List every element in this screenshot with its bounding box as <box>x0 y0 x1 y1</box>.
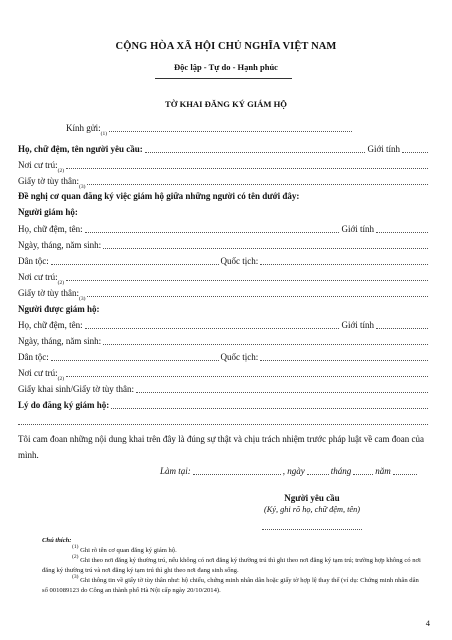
note-2-text: Ghi theo nơi đăng ký thường trú, nếu không có nơi đăng ký thường trú thì ghi theo nơi đăng ký tạm trú; trường hợp không có nơi đăng ký thường trú và nơi đăng ký tạm trú thì ghi theo nơi đang sinh sống. <box>42 557 421 574</box>
note-3-text: Ghi thông tin về giấy tờ tùy thân như: hộ chiếu, chứng minh nhân dân hoặc giấy tờ hợp lệ thay thế (ví dụ: Chứng minh nhân dân số 001089123 do Công an thành phố Hà Nội cấp ngày 20/10/2014). <box>42 577 419 594</box>
guardian-nationality-label: Quốc tịch: <box>220 256 259 266</box>
national-title: CỘNG HÒA XÃ HỘI CHỦ NGHĨA VIỆT NAM <box>115 41 337 52</box>
ward-dob-label: Ngày, tháng, năm sinh: <box>18 336 102 346</box>
ward-residence-field[interactable] <box>66 368 428 377</box>
residence-label: Nơi cư trú: <box>18 160 58 170</box>
requester-id-field[interactable] <box>87 176 428 185</box>
ward-heading-text: Người được giám hộ: <box>18 304 100 314</box>
ward-name-row <box>18 320 430 331</box>
month-label: tháng <box>330 466 352 476</box>
guardian-name-label: Họ, chữ đệm, tên: <box>18 224 83 234</box>
ward-nationality-field[interactable] <box>260 352 428 361</box>
day-label: , ngày <box>282 466 305 476</box>
guardian-id-label: Giấy tờ tùy thân: <box>18 288 80 298</box>
requester-name-field[interactable] <box>145 144 366 153</box>
signature-block <box>222 493 402 530</box>
requester-name-row <box>18 144 430 155</box>
requester-residence-row: Nơi cư trú: (2) <box>18 160 430 171</box>
requester-gender-label: Giới tính <box>367 144 400 154</box>
guardian-heading-text: Người giám hộ: <box>18 207 78 217</box>
kinh-gui-field[interactable] <box>109 123 352 132</box>
requester-residence-field[interactable] <box>66 160 428 169</box>
reason-label: Lý do đăng ký giám hộ: <box>18 400 110 410</box>
motto: Độc lập - Tự do - Hạnh phúc <box>174 62 278 72</box>
ward-residence-label: Nơi cư trú: <box>18 368 58 378</box>
guardian-id-row: Giấy tờ tùy thân: (3) <box>18 288 430 299</box>
ward-dob-field[interactable] <box>103 336 428 345</box>
requester-title: Người yêu cầu <box>284 493 340 503</box>
requester-id-row: Giấy tờ tùy thân: (3) <box>18 176 430 187</box>
place-label: Làm tại: <box>160 466 191 476</box>
ward-heading <box>18 304 430 315</box>
ward-name-field[interactable] <box>85 320 340 329</box>
ward-birth-cert-label: Giấy khai sinh/Giấy tờ tùy thân: <box>18 384 134 394</box>
signature-field[interactable] <box>262 525 362 530</box>
guardian-residence-label: Nơi cư trú: <box>18 272 58 282</box>
guardian-nationality-field[interactable] <box>260 256 428 265</box>
year-label: năm <box>375 466 391 476</box>
guardian-id-field[interactable] <box>87 288 428 297</box>
guardian-residence-row: Nơi cư trú: (2) <box>18 272 430 283</box>
requester-name-label: Họ, chữ đệm, tên người yêu cầu: <box>18 144 143 154</box>
ward-name-label: Họ, chữ đệm, tên: <box>18 320 83 330</box>
request-statement <box>18 191 430 202</box>
guardian-ethnicity-label: Dân tộc: <box>18 256 49 266</box>
ward-dob-row <box>18 336 430 347</box>
ward-residence-row: Nơi cư trú: (2) <box>18 368 430 379</box>
guardian-ethnicity-field[interactable] <box>51 256 219 265</box>
form-title: TỜ KHAI ĐĂNG KÝ GIÁM HỘ <box>165 99 287 109</box>
place-field[interactable] <box>193 466 281 475</box>
guardian-dob-field[interactable] <box>103 240 428 249</box>
notes-title: Chú thích: <box>42 537 72 544</box>
note-3 <box>42 576 426 596</box>
motto-underline <box>155 78 292 79</box>
note-3-sup: (3) <box>72 574 79 580</box>
guardian-ethnicity-row <box>18 256 430 267</box>
note-2 <box>42 556 426 576</box>
ward-ethnicity-label: Dân tộc: <box>18 352 49 362</box>
guardian-dob-label: Ngày, tháng, năm sinh: <box>18 240 102 250</box>
note-1-sup: (1) <box>72 544 79 550</box>
request-statement-text: Đề nghị cơ quan đăng ký việc giám hộ giữa những người có tên dưới đây: <box>18 191 300 201</box>
guardian-dob-row <box>18 240 430 251</box>
requester-gender-field[interactable] <box>402 144 428 153</box>
ward-gender-label: Giới tính <box>341 320 374 330</box>
commitment-text: Tôi cam đoan những nội dung khai trên đây là đúng sự thật và chịu trách nhiệm trước pháp luật về cam đoan của mình. <box>18 434 425 460</box>
note-1-text: Ghi rõ tên cơ quan đăng ký giám hộ. <box>80 547 177 554</box>
kinh-gui-label: Kính gửi: <box>66 123 101 133</box>
ward-gender-field[interactable] <box>376 320 428 329</box>
guardian-gender-label: Giới tính <box>341 224 374 234</box>
guardian-gender-field[interactable] <box>376 224 428 233</box>
reason-field-continued[interactable] <box>18 416 428 425</box>
signing-date-row <box>160 466 402 477</box>
ward-ethnicity-row <box>18 352 430 363</box>
kinh-gui-row: Kính gửi: (1) <box>66 123 354 134</box>
year-field[interactable] <box>393 466 417 475</box>
reason-row-2 <box>18 416 430 427</box>
day-field[interactable] <box>307 466 329 475</box>
ward-birth-cert-field[interactable] <box>136 384 428 393</box>
guardian-name-field[interactable] <box>85 224 340 233</box>
month-field[interactable] <box>353 466 373 475</box>
guardian-residence-field[interactable] <box>66 272 428 281</box>
reason-field[interactable] <box>111 400 428 409</box>
ward-ethnicity-field[interactable] <box>51 352 219 361</box>
guardian-name-row <box>18 224 430 235</box>
note-1 <box>42 546 426 556</box>
page-number: 4 <box>425 618 430 628</box>
guardian-heading <box>18 207 430 218</box>
sign-hint: (Ký, ghi rõ họ, chữ đệm, tên) <box>263 505 360 514</box>
ward-birth-cert-row <box>18 384 430 395</box>
ward-nationality-label: Quốc tịch: <box>220 352 259 362</box>
id-label: Giấy tờ tùy thân: <box>18 176 80 186</box>
note-2-sup: (2) <box>72 554 79 560</box>
reason-row <box>18 400 430 411</box>
